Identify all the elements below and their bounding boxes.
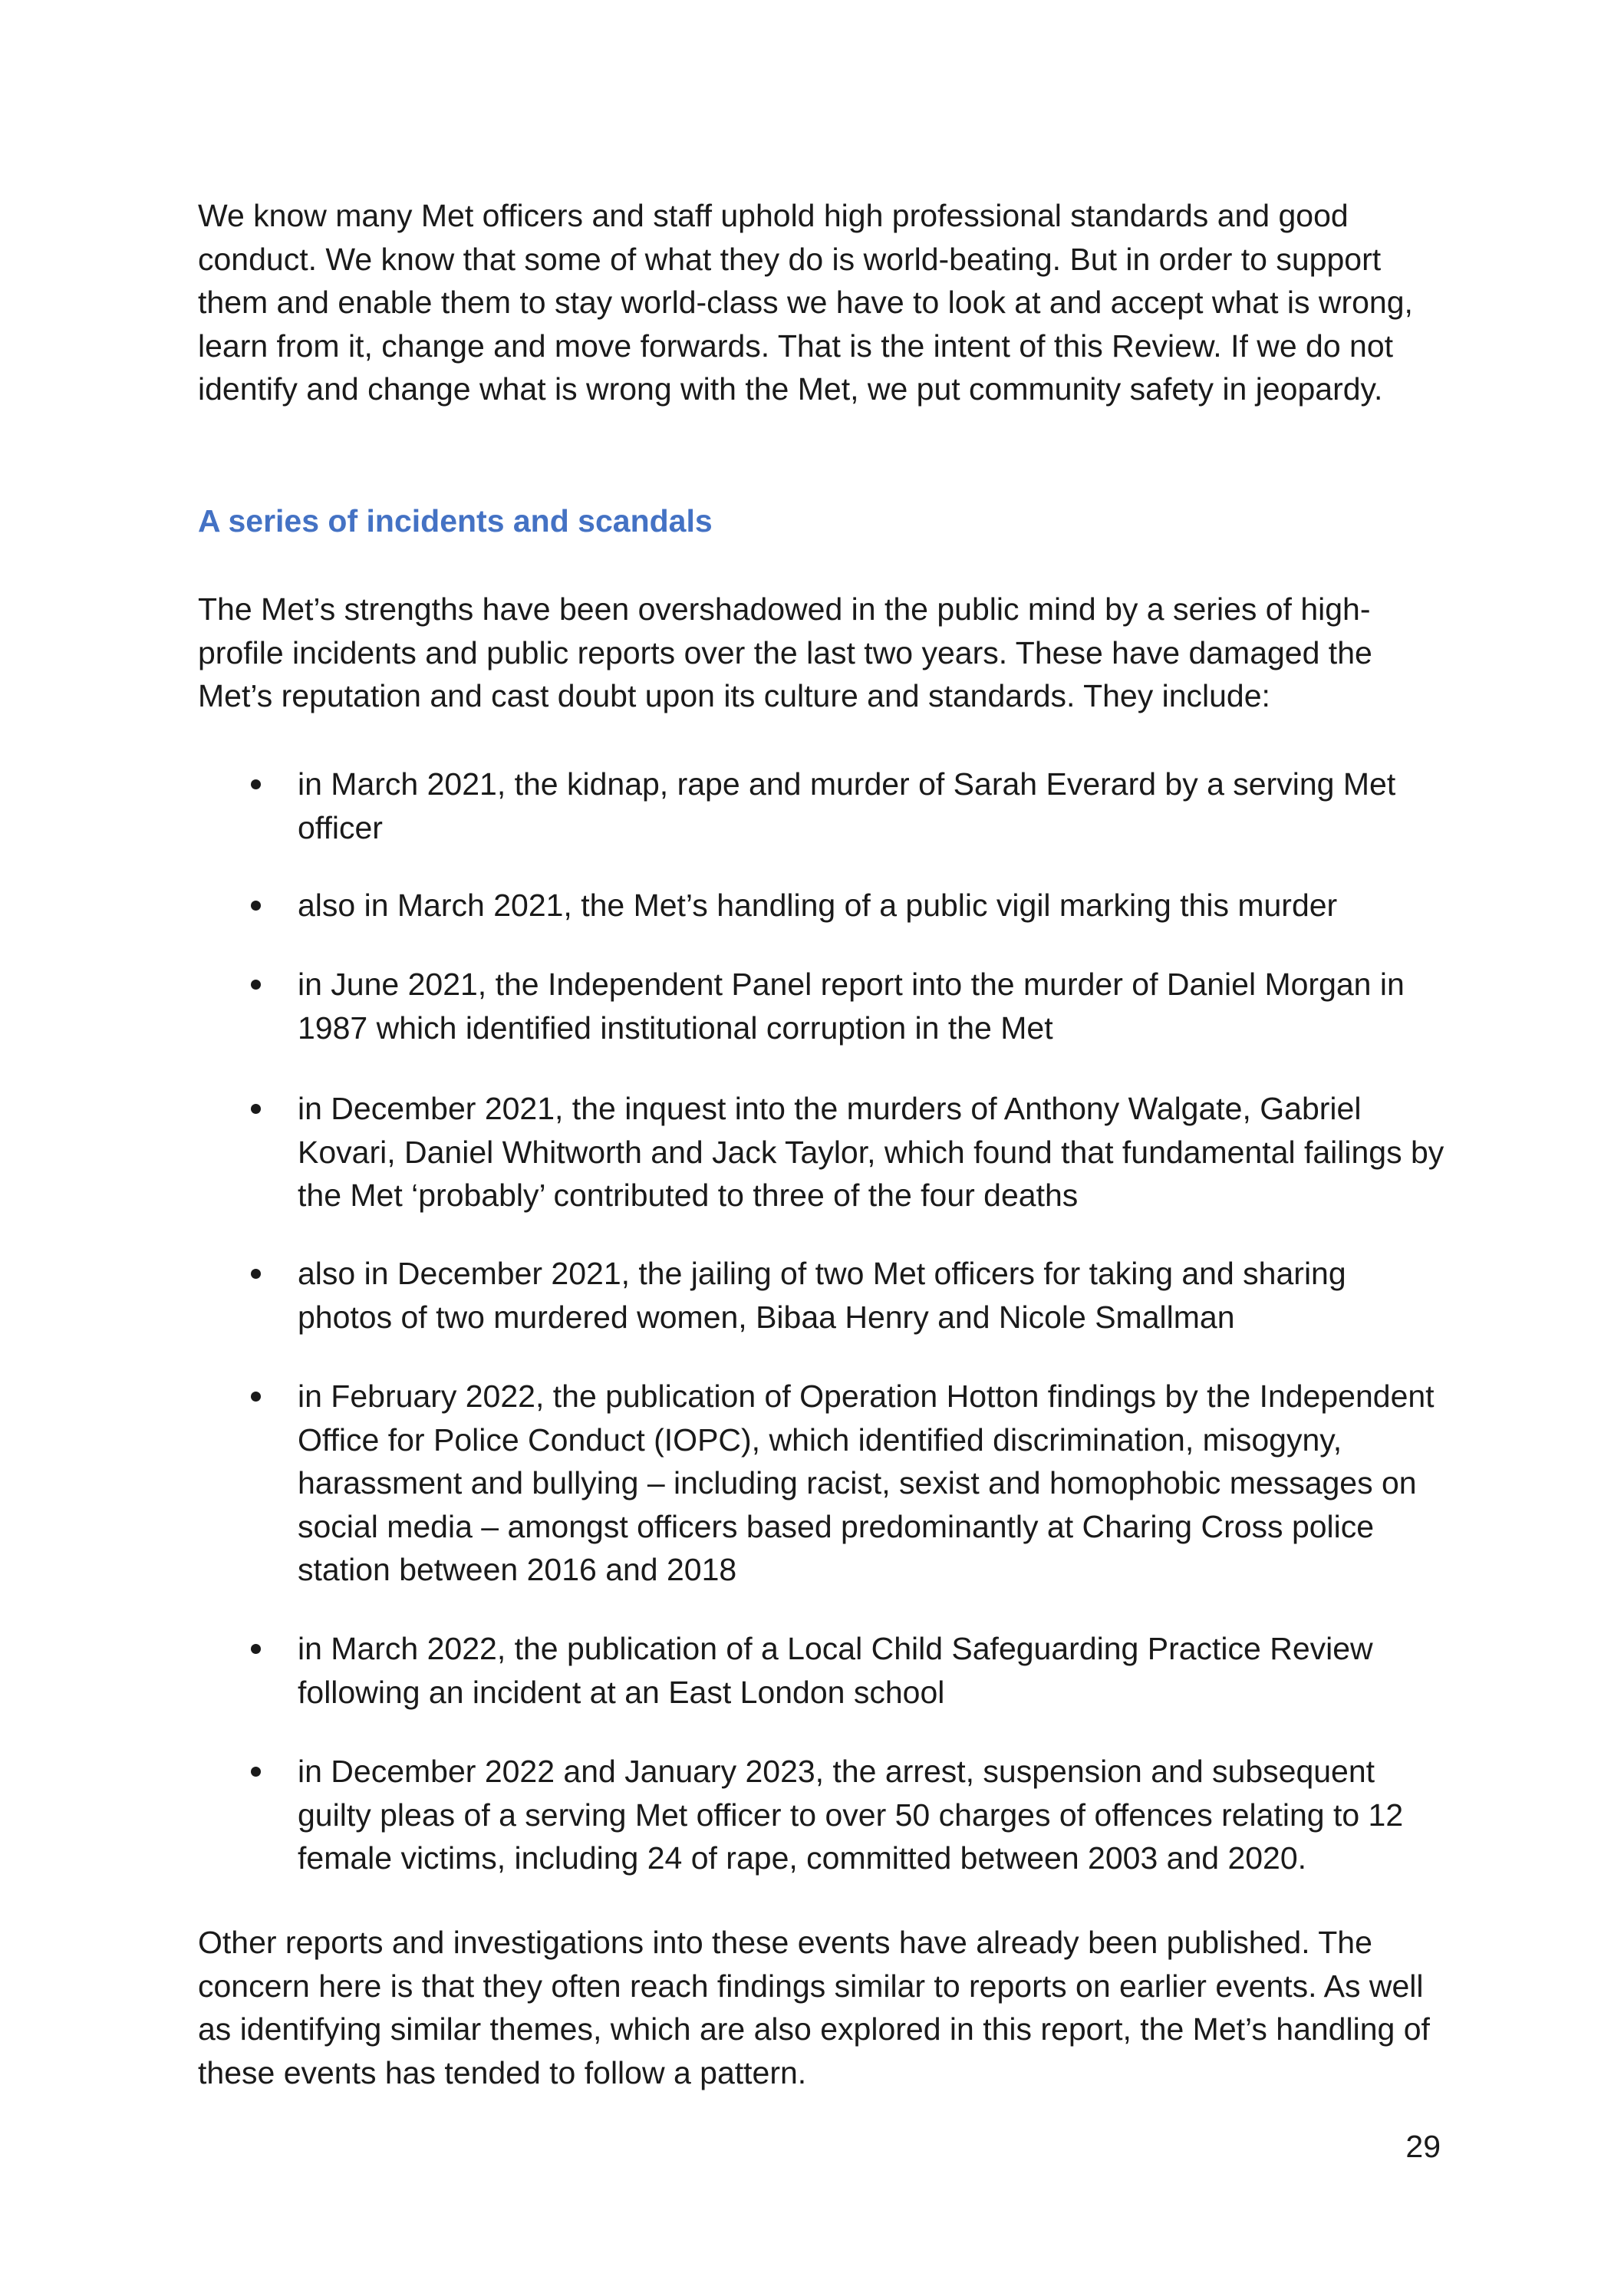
list-item-text: also in December 2021, the jailing of two Met officers for taking and sharing photos of two murdered women, Bibaa Henry and Nicole Smallman [298,1256,1346,1335]
list-item [244,763,1448,849]
bullet-icon [244,1627,298,1714]
list-item-text: in March 2022, the publication of a Local Child Safeguarding Practice Review following an incident at an East London school [298,1631,1373,1710]
list-item [244,1627,1448,1714]
list-item-text: in December 2022 and January 2023, the arrest, suspension and subsequent guilty pleas of a serving Met officer to over 50 charges of offences relating to 12 female victims, including 24 of rape, committed between 2003 and 2020. [298,1754,1404,1876]
intro-paragraph: We know many Met officers and staff uphold high professional standards and good conduct. We know that some of what they do is world-beating. But in order to support them and enable them to stay world-class we have to look at and accept what is wrong, learn from it, change and move forwards. That is the intent of this Review. If we do not identify and change what is wrong with the Met, we put community safety in jeopardy. [198,198,1413,407]
list-item [244,1375,1448,1592]
bullet-icon [244,1375,298,1592]
bullet-icon [244,1750,298,1880]
list-item [244,1252,1448,1339]
list-item [244,963,1448,1049]
bullet-icon [244,884,298,927]
list-item [244,1750,1448,1880]
list-item-text: also in March 2021, the Met’s handling of a public vigil marking this murder [298,888,1338,923]
list-item [244,1087,1448,1217]
list-item-text: in February 2022, the publication of Operation Hotton findings by the Independent Office for Police Conduct (IOPC), which identified discrimination, misogyny, harassment and bullying – including racist, sexist and homophobic messages on social media – amongst officers based predominantly at Charing Cross police station between 2016 and 2018 [298,1379,1435,1587]
list-item-text: in March 2021, the kidnap, rape and murder of Sarah Everard by a serving Met officer [298,766,1396,845]
bullet-icon [244,1252,298,1339]
bullet-icon [244,763,298,849]
closing-paragraph: Other reports and investigations into these events have already been published. The concern here is that they often reach findings similar to reports on earlier events. As well as identifying similar themes, which are also explored in this report, the Met’s handling of these events has tended to follow a pattern. [198,1925,1430,2090]
bullet-icon [244,1087,298,1217]
list-item-text: in June 2021, the Independent Panel report into the murder of Daniel Morgan in 1987 which identified institutional corruption in the Met [298,967,1405,1046]
bullet-icon [244,963,298,1049]
list-item [244,884,1448,927]
list-item-text: in December 2021, the inquest into the murders of Anthony Walgate, Gabriel Kovari, Daniel Whitworth and Jack Taylor, which found that fundamental failings by the Met ‘probably’ contributed to three of the four deaths [298,1091,1444,1213]
page-number: 29 [1405,2129,1441,2164]
section-heading: A series of incidents and scandals [198,503,713,539]
lead-paragraph: The Met’s strengths have been overshadowed in the public mind by a series of high-profile incidents and public reports over the last two years. These have damaged the Met’s reputation and cast doubt upon its culture and standards. They include: [198,591,1372,713]
